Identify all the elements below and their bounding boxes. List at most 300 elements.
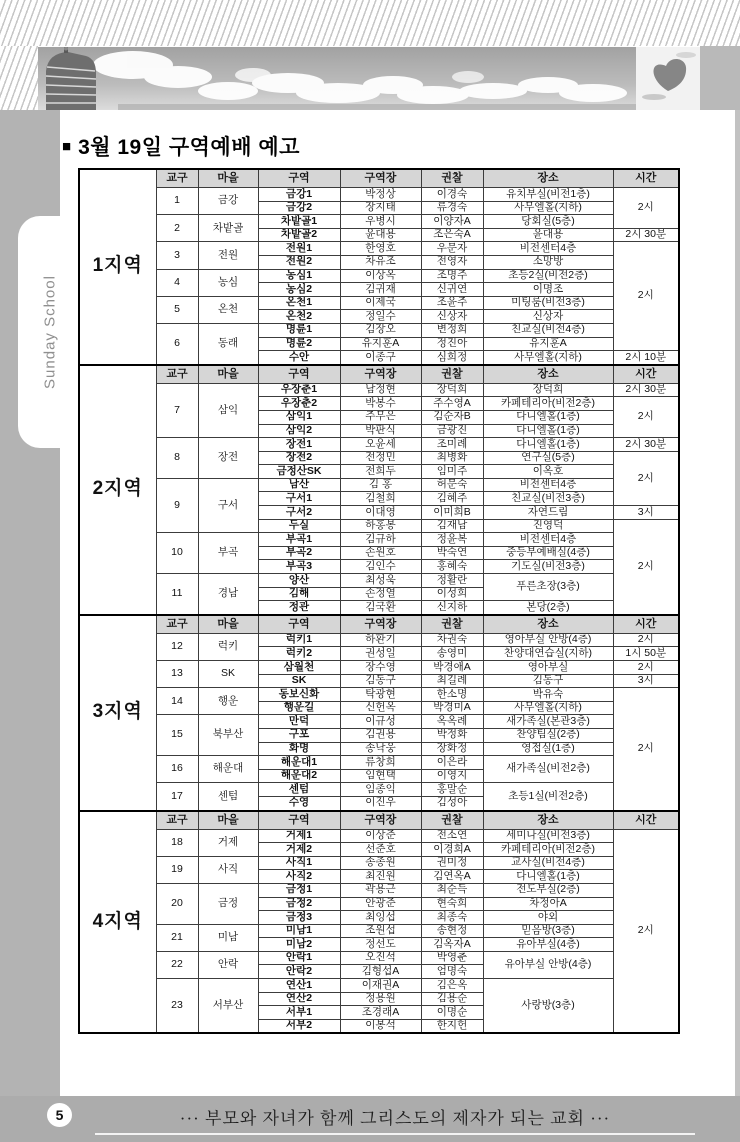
village-cell: 차밭골: [198, 215, 258, 242]
kwonchal-cell: 장화정: [421, 742, 483, 756]
place-cell: 본당(2층): [483, 601, 613, 615]
village-cell: 금강: [198, 188, 258, 215]
kwonchal-cell: 한소명: [421, 688, 483, 702]
place-cell: 사랑방(3층): [483, 979, 613, 1034]
leader-cell: 정선도: [340, 938, 421, 952]
kwonchal-cell: 김순자B: [421, 410, 483, 424]
place-cell: 소망방: [483, 255, 613, 269]
region-label: 2지역: [79, 365, 156, 615]
parish-cell: 11: [156, 574, 198, 615]
leader-cell: 차유조: [340, 255, 421, 269]
column-header: 구역: [258, 811, 340, 830]
parish-cell: 22: [156, 951, 198, 978]
leader-cell: 손원호: [340, 546, 421, 560]
kwonchal-cell: 전영자: [421, 255, 483, 269]
table-row: [79, 323, 679, 337]
place-cell: 초등1실(비전2층): [483, 783, 613, 811]
village-cell: 안락: [198, 951, 258, 978]
time-cell: 2시 10분: [613, 351, 679, 365]
village-cell: 전원: [198, 242, 258, 269]
district-cell: 금강1: [258, 188, 340, 202]
kwonchal-cell: 박경애A: [421, 661, 483, 675]
parish-cell: 6: [156, 323, 198, 364]
leader-cell: 이재권A: [340, 979, 421, 993]
table-row: [79, 188, 679, 202]
column-header: 권찰: [421, 811, 483, 830]
leader-cell: 선준호: [340, 843, 421, 857]
district-cell: 온천2: [258, 310, 340, 324]
kwonchal-cell: 최순득: [421, 883, 483, 897]
kwonchal-cell: 김용순: [421, 992, 483, 1006]
district-cell: 구서1: [258, 492, 340, 506]
kwonchal-cell: 한지헌: [421, 1019, 483, 1033]
kwonchal-cell: 권미정: [421, 856, 483, 870]
column-header: 시간: [613, 811, 679, 830]
leader-cell: 오윤세: [340, 438, 421, 452]
district-cell: 연산2: [258, 992, 340, 1006]
kwonchal-cell: 조은숙A: [421, 228, 483, 242]
place-cell: 교사실(비전4층): [483, 856, 613, 870]
column-header: 구역: [258, 615, 340, 634]
kwonchal-cell: 신귀연: [421, 283, 483, 297]
district-cell: 사직1: [258, 856, 340, 870]
district-cell: 안락1: [258, 951, 340, 965]
kwonchal-cell: 이경희A: [421, 843, 483, 857]
kwonchal-cell: 현숙희: [421, 897, 483, 911]
place-cell: 미팅룸(비전3층): [483, 296, 613, 310]
place-cell: 믿음방(3층): [483, 924, 613, 938]
leader-cell: 임현택: [340, 769, 421, 783]
leader-cell: 최성욱: [340, 574, 421, 588]
district-cell: 삼월천: [258, 661, 340, 675]
leader-cell: 최진원: [340, 870, 421, 884]
leader-cell: 박판식: [340, 424, 421, 438]
parish-cell: 21: [156, 924, 198, 951]
place-cell: 영아부실 안방(4층): [483, 633, 613, 647]
leader-cell: 최잉섭: [340, 911, 421, 925]
district-cell: 장전2: [258, 451, 340, 465]
leader-cell: 김규하: [340, 533, 421, 547]
place-cell: 연구실(5층): [483, 451, 613, 465]
place-cell: 친교실(비전3층): [483, 492, 613, 506]
leader-cell: 장지태: [340, 201, 421, 215]
leader-cell: 김 홍: [340, 478, 421, 492]
place-cell: 야외: [483, 911, 613, 925]
table-row: [79, 715, 679, 729]
district-cell: 럭키1: [258, 633, 340, 647]
table-row: [79, 533, 679, 547]
place-cell: 영접실(1층): [483, 742, 613, 756]
place-cell: 전도부실(2층): [483, 883, 613, 897]
kwonchal-cell: 류경숙: [421, 201, 483, 215]
village-cell: 미남: [198, 924, 258, 951]
time-cell: 2시: [613, 451, 679, 505]
village-cell: 해운대: [198, 756, 258, 783]
district-cell: 부곡3: [258, 560, 340, 574]
place-cell: 이옥호: [483, 465, 613, 479]
kwonchal-cell: 허문숙: [421, 478, 483, 492]
page-title-text: 3월 19일 구역예배 예고: [78, 136, 300, 159]
table-row: [79, 574, 679, 588]
kwonchal-cell: 엄명숙: [421, 965, 483, 979]
square-bullet-icon: ■: [62, 137, 72, 155]
leader-cell: 이진우: [340, 796, 421, 810]
district-cell: 전원2: [258, 255, 340, 269]
kwonchal-cell: 이성희: [421, 587, 483, 601]
column-header: 마을: [198, 365, 258, 384]
place-cell: 중등부예배실(4층): [483, 546, 613, 560]
time-cell: 2시: [613, 633, 679, 647]
place-cell: 차정아A: [483, 897, 613, 911]
place-cell: 신상자: [483, 310, 613, 324]
leader-cell: 탁광현: [340, 688, 421, 702]
kwonchal-cell: 차권숙: [421, 633, 483, 647]
parish-cell: 15: [156, 715, 198, 756]
district-cell: 금정2: [258, 897, 340, 911]
place-cell: 친교실(비전4층): [483, 323, 613, 337]
place-cell: 초등2실(비전2층): [483, 269, 613, 283]
district-cell: 화명: [258, 742, 340, 756]
place-cell: 비전센터4층: [483, 242, 613, 256]
kwonchal-cell: 주수영A: [421, 397, 483, 411]
kwonchal-cell: 전소연: [421, 829, 483, 843]
table-row: [79, 383, 679, 397]
column-header: 구역장: [340, 811, 421, 830]
kwonchal-cell: 정윤복: [421, 533, 483, 547]
table-row: [79, 438, 679, 452]
parish-cell: 18: [156, 829, 198, 856]
place-cell: 자연드림: [483, 506, 613, 520]
leader-cell: 이봉석: [340, 1019, 421, 1033]
leader-cell: 이종구: [340, 351, 421, 365]
place-cell: 유지훈A: [483, 337, 613, 351]
leader-cell: 김귀재: [340, 283, 421, 297]
column-header: 마을: [198, 169, 258, 188]
village-cell: 거제: [198, 829, 258, 856]
table-row: [79, 661, 679, 675]
leader-cell: 김인수: [340, 560, 421, 574]
leader-cell: 김동구: [340, 674, 421, 688]
time-cell: 2시: [613, 242, 679, 351]
district-cell: 금강2: [258, 201, 340, 215]
column-header: 교구: [156, 811, 198, 830]
column-header: 교구: [156, 169, 198, 188]
kwonchal-cell: 신지하: [421, 601, 483, 615]
kwonchal-cell: 박영춘: [421, 951, 483, 965]
district-cell: 우장춘2: [258, 397, 340, 411]
place-cell: 이명조: [483, 283, 613, 297]
village-cell: 센텀: [198, 783, 258, 811]
table-row: [79, 688, 679, 702]
kwonchal-cell: 박경미A: [421, 701, 483, 715]
kwonchal-cell: 최병화: [421, 451, 483, 465]
table-row: [79, 883, 679, 897]
heart-cloud-graphic: [636, 47, 700, 110]
district-cell: 온천1: [258, 296, 340, 310]
district-cell: 행운길: [258, 701, 340, 715]
column-header: 장소: [483, 615, 613, 634]
leader-cell: 김형섭A: [340, 965, 421, 979]
district-cell: 사직2: [258, 870, 340, 884]
district-cell: 삼익2: [258, 424, 340, 438]
district-cell: 차밭골1: [258, 215, 340, 229]
leader-cell: 안광준: [340, 897, 421, 911]
place-cell: 윤대용: [483, 228, 613, 242]
district-cell: 만덕: [258, 715, 340, 729]
leader-cell: 김장오: [340, 323, 421, 337]
column-header: 구역장: [340, 169, 421, 188]
district-cell: 거제2: [258, 843, 340, 857]
table-row: [79, 215, 679, 229]
kwonchal-cell: 김연옥A: [421, 870, 483, 884]
place-cell: 사무엘홀(지하): [483, 201, 613, 215]
parish-cell: 2: [156, 215, 198, 242]
parish-cell: 16: [156, 756, 198, 783]
village-cell: 온천: [198, 296, 258, 323]
place-cell: 카페테리아(비전2층): [483, 397, 613, 411]
leader-cell: 송종원: [340, 856, 421, 870]
village-cell: 동래: [198, 323, 258, 364]
table-row: [79, 296, 679, 310]
kwonchal-cell: 이양자A: [421, 215, 483, 229]
leader-cell: 박정상: [340, 188, 421, 202]
column-header: 권찰: [421, 615, 483, 634]
village-cell: 북부산: [198, 715, 258, 756]
district-cell: 농심2: [258, 283, 340, 297]
district-cell: 금정3: [258, 911, 340, 925]
leader-cell: 손정열: [340, 587, 421, 601]
time-cell: 3시: [613, 674, 679, 688]
kwonchal-cell: 옥옥례: [421, 715, 483, 729]
district-cell: 우장춘1: [258, 383, 340, 397]
place-cell: 푸른초장(3층): [483, 574, 613, 601]
place-cell: 새가족실(본관3층): [483, 715, 613, 729]
district-cell: 전원1: [258, 242, 340, 256]
kwonchal-cell: 우문자: [421, 242, 483, 256]
footer-slogan: ··· 부모와 자녀가 함께 그리스도의 제자가 되는 교회 ···: [179, 1108, 611, 1128]
hatch-pattern-band: [0, 0, 740, 46]
district-cell: 동보신화: [258, 688, 340, 702]
time-cell: 2시 30분: [613, 383, 679, 397]
parish-cell: 20: [156, 883, 198, 924]
district-cell: 수영: [258, 796, 340, 810]
table-row: [79, 242, 679, 256]
kwonchal-cell: 조윤주: [421, 296, 483, 310]
district-cell: 명륜1: [258, 323, 340, 337]
time-cell: 2시: [613, 688, 679, 811]
kwonchal-cell: 정진아: [421, 337, 483, 351]
time-cell: 3시: [613, 506, 679, 520]
place-cell: 비전센터4층: [483, 478, 613, 492]
table-row: [79, 756, 679, 770]
time-cell: 2시 30분: [613, 228, 679, 242]
leader-cell: 이제국: [340, 296, 421, 310]
table-row: [79, 478, 679, 492]
kwonchal-cell: 송현정: [421, 924, 483, 938]
time-cell: 2시: [613, 188, 679, 229]
parish-cell: 14: [156, 688, 198, 715]
leader-cell: 전정민: [340, 451, 421, 465]
place-cell: 진영덕: [483, 519, 613, 533]
sidebar-tab: [18, 216, 82, 448]
leader-cell: 이상옥: [340, 269, 421, 283]
column-header: 마을: [198, 811, 258, 830]
table-row: [79, 783, 679, 797]
district-cell: 안락2: [258, 965, 340, 979]
place-cell: 박유숙: [483, 688, 613, 702]
column-header: 시간: [613, 615, 679, 634]
village-cell: 럭키: [198, 633, 258, 660]
banner-sky-photo: [38, 47, 700, 110]
kwonchal-cell: 심희정: [421, 351, 483, 365]
right-gray-margin: [735, 110, 740, 1096]
district-cell: 센텀: [258, 783, 340, 797]
district-cell: 부곡1: [258, 533, 340, 547]
leader-cell: 한영호: [340, 242, 421, 256]
kwonchal-cell: 송영미: [421, 647, 483, 661]
leader-cell: 김국환: [340, 601, 421, 615]
leader-cell: 전희두: [340, 465, 421, 479]
leader-cell: 조경래A: [340, 1006, 421, 1020]
district-cell: 서부2: [258, 1019, 340, 1033]
district-cell: 해운대2: [258, 769, 340, 783]
kwonchal-cell: 이은라: [421, 756, 483, 770]
region-label: 4지역: [79, 811, 156, 1034]
leader-cell: 윤대용: [340, 228, 421, 242]
time-cell: 2시: [613, 829, 679, 1033]
leader-cell: 곽용근: [340, 883, 421, 897]
kwonchal-cell: 김성아: [421, 796, 483, 810]
kwonchal-cell: 김재남: [421, 519, 483, 533]
district-cell: 두실: [258, 519, 340, 533]
parish-cell: 12: [156, 633, 198, 660]
leader-cell: 조원섭: [340, 924, 421, 938]
district-cell: 명륜2: [258, 337, 340, 351]
district-cell: 수안: [258, 351, 340, 365]
kwonchal-cell: 홍혜숙: [421, 560, 483, 574]
parish-cell: 3: [156, 242, 198, 269]
leader-cell: 하홍봉: [340, 519, 421, 533]
kwonchal-cell: 최길례: [421, 674, 483, 688]
place-cell: 장덕희: [483, 383, 613, 397]
place-cell: 다니엘홀(1층): [483, 870, 613, 884]
kwonchal-cell: 김은옥: [421, 979, 483, 993]
table-row: [79, 951, 679, 965]
leader-cell: 주무은: [340, 410, 421, 424]
kwonchal-cell: 정활란: [421, 574, 483, 588]
column-header: 교구: [156, 365, 198, 384]
village-cell: SK: [198, 661, 258, 688]
parish-cell: 7: [156, 383, 198, 437]
place-cell: 다니엘홀(1층): [483, 424, 613, 438]
parish-cell: 13: [156, 661, 198, 688]
place-cell: 찬양대연습실(지하): [483, 647, 613, 661]
sidebar-tab-label: Sunday School: [41, 275, 59, 389]
parish-cell: 4: [156, 269, 198, 296]
kwonchal-cell: 조명주: [421, 269, 483, 283]
village-cell: 사직: [198, 856, 258, 883]
district-cell: 럭키2: [258, 647, 340, 661]
region-label: 3지역: [79, 615, 156, 811]
village-cell: 구서: [198, 478, 258, 532]
district-cell: 남산: [258, 478, 340, 492]
place-cell: 다니엘홀(1층): [483, 410, 613, 424]
column-header: 마을: [198, 615, 258, 634]
parish-cell: 9: [156, 478, 198, 532]
kwonchal-cell: 박정화: [421, 728, 483, 742]
leader-cell: 이규성: [340, 715, 421, 729]
parish-cell: 19: [156, 856, 198, 883]
place-cell: 세미나실(비전3층): [483, 829, 613, 843]
district-cell: 연산1: [258, 979, 340, 993]
village-cell: 서부산: [198, 979, 258, 1034]
place-cell: 사무엘홀(지하): [483, 351, 613, 365]
district-cell: 부곡2: [258, 546, 340, 560]
column-header: 구역: [258, 169, 340, 188]
time-cell: 2시: [613, 397, 679, 438]
village-cell: 행운: [198, 688, 258, 715]
leader-cell: 유지훈A: [340, 337, 421, 351]
parish-cell: 8: [156, 438, 198, 479]
district-cell: 금정산SK: [258, 465, 340, 479]
time-cell: 2시 30분: [613, 438, 679, 452]
leader-cell: 정일수: [340, 310, 421, 324]
place-cell: 유아부실 안방(4층): [483, 951, 613, 978]
district-cell: 구포: [258, 728, 340, 742]
village-cell: 경남: [198, 574, 258, 615]
place-cell: 비전센터4층: [483, 533, 613, 547]
time-cell: 1시 50분: [613, 647, 679, 661]
column-header: 구역장: [340, 365, 421, 384]
district-cell: 거제1: [258, 829, 340, 843]
schedule-table: [78, 168, 680, 1034]
village-cell: 금정: [198, 883, 258, 924]
district-cell: SK: [258, 674, 340, 688]
parish-cell: 1: [156, 188, 198, 215]
district-cell: 농심1: [258, 269, 340, 283]
leader-cell: 김권용: [340, 728, 421, 742]
district-cell: 장전1: [258, 438, 340, 452]
table-row: [79, 269, 679, 283]
place-cell: 찬양팀실(2층): [483, 728, 613, 742]
place-cell: 당회실(5층): [483, 215, 613, 229]
district-cell: 미남1: [258, 924, 340, 938]
page-number-badge: 5: [47, 1103, 72, 1127]
leader-cell: 남정현: [340, 383, 421, 397]
footer-underline: [95, 1133, 695, 1135]
district-cell: 해운대1: [258, 756, 340, 770]
kwonchal-cell: 김옥자A: [421, 938, 483, 952]
leader-cell: 장수영: [340, 661, 421, 675]
leader-cell: 이상준: [340, 829, 421, 843]
district-cell: 차밭골2: [258, 228, 340, 242]
leader-cell: 오진석: [340, 951, 421, 965]
district-cell: 금정1: [258, 883, 340, 897]
kwonchal-cell: 금광진: [421, 424, 483, 438]
column-header: 권찰: [421, 169, 483, 188]
place-cell: 기도실(비전3층): [483, 560, 613, 574]
page-title: [62, 131, 300, 161]
place-cell: 사무엘홀(지하): [483, 701, 613, 715]
leader-cell: 임종익: [340, 783, 421, 797]
place-cell: 영아부실: [483, 661, 613, 675]
region-label: 1지역: [79, 169, 156, 365]
district-cell: 미남2: [258, 938, 340, 952]
hatch-pattern-left: [0, 46, 38, 110]
leader-cell: 송낙웅: [340, 742, 421, 756]
place-cell: 김동구: [483, 674, 613, 688]
kwonchal-cell: 이명순: [421, 1006, 483, 1020]
